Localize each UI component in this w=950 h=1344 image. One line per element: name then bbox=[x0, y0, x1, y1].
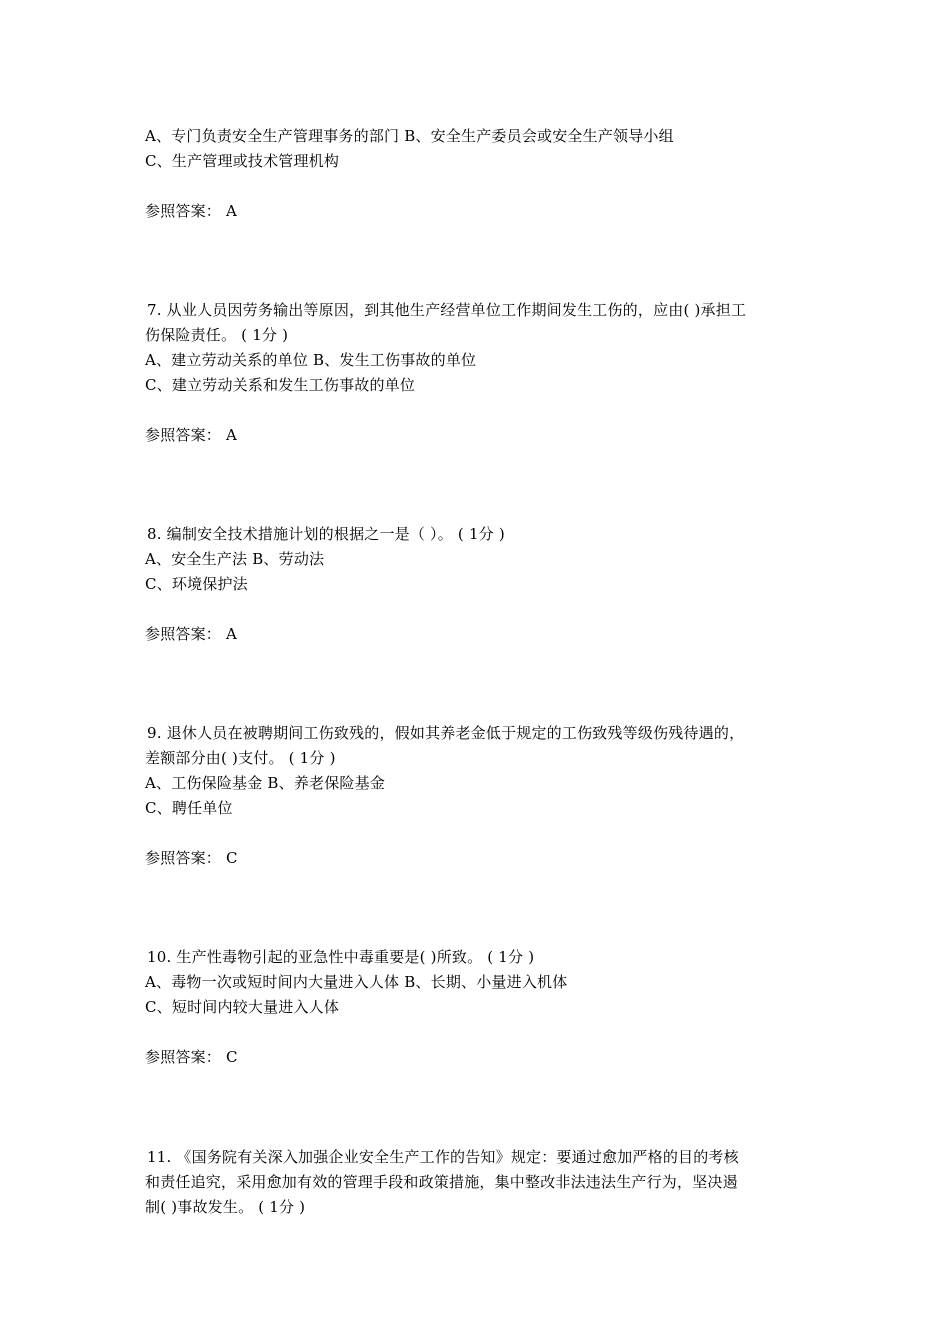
question-10-option-c: C、短时间内较大量进入人体 bbox=[145, 998, 340, 1016]
question-10-answer: 参照答案： C bbox=[145, 1048, 238, 1066]
question-7-line-1: 7. 从业人员因劳务输出等原因，到其他生产经营单位工作期间发生工伤的，应由( )承担工 bbox=[147, 301, 747, 319]
question-9-option-c: C、聘任单位 bbox=[145, 799, 233, 817]
question-9-answer: 参照答案： C bbox=[145, 849, 238, 867]
question-7-option-ab: A、建立劳动关系的单位 B、发生工伤事故的单位 bbox=[145, 351, 477, 369]
question-7-answer: 参照答案： A bbox=[145, 426, 238, 444]
question-9-option-ab: A、工伤保险基金 B、养老保险基金 bbox=[145, 774, 386, 792]
question-9-line-2: 差额部分由( )支付。 ( 1分 ) bbox=[145, 749, 336, 767]
question-8-option-c: C、环境保护法 bbox=[145, 575, 248, 593]
question-10-line-1: 10. 生产性毒物引起的亚急性中毒重要是( )所致。 ( 1分 ) bbox=[147, 948, 535, 966]
question-11-line-2: 和责任追究，采用愈加有效的管理手段和政策措施，集中整改非法违法生产行为，坚决遏 bbox=[145, 1173, 738, 1191]
question-11-line-3: 制( )事故发生。 ( 1分 ) bbox=[145, 1198, 306, 1216]
answer-line: 参照答案： A bbox=[145, 202, 238, 220]
option-line: C、生产管理或技术管理机构 bbox=[145, 152, 340, 170]
question-7-line-2: 伤保险责任。 ( 1分 ) bbox=[145, 326, 289, 344]
question-7-option-c: C、建立劳动关系和发生工伤事故的单位 bbox=[145, 376, 416, 394]
question-11-line-1: 11. 《国务院有关深入加强企业安全生产工作的告知》规定：要通过愈加严格的目的考核 bbox=[147, 1148, 739, 1166]
question-8-option-ab: A、安全生产法 B、劳动法 bbox=[145, 550, 325, 568]
option-line: A、专门负责安全生产管理事务的部门 B、安全生产委员会或安全生产领导小组 bbox=[145, 127, 674, 145]
question-10-option-ab: A、毒物一次或短时间内大量进入人体 B、长期、小量进入机体 bbox=[145, 973, 568, 991]
question-8-line-1: 8. 编制安全技术措施计划的根据之一是（ ）。 ( 1分 ) bbox=[147, 525, 505, 543]
question-8-answer: 参照答案： A bbox=[145, 625, 238, 643]
question-9-line-1: 9. 退休人员在被聘期间工伤致残的，假如其养老金低于规定的工伤致残等级伤残待遇的， bbox=[147, 724, 745, 742]
